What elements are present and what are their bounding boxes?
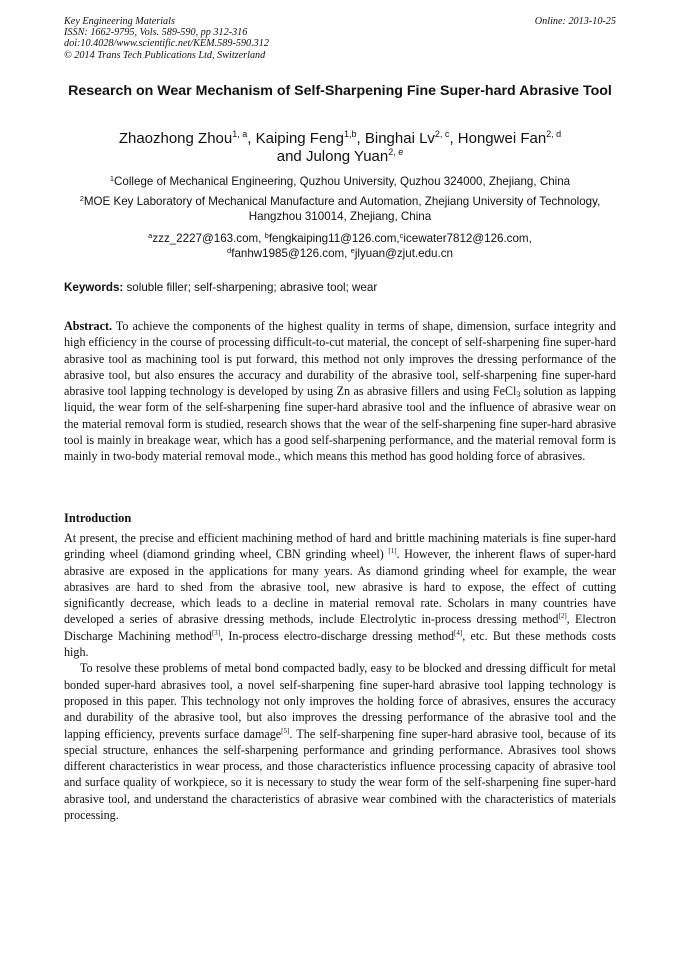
affiliation-mark: 2 <box>79 194 84 203</box>
paragraph-text: To resolve these problems of metal bond compacted badly, easy to be blocked and dressing difficult for metal bonded super-hard abrasives tool, a novel self-sharpening fine super-hard abrasive tool lapping technology is proposed in this paper. This technology not only improves the holding force of abrasives, ensures the accuracy and durability of the abrasive tool, but also improves the dressing performance of the abrasive tool and the lapping efficiency, prevents surface damage <box>64 661 616 741</box>
email-link[interactable]: jlyuan@zjut.edu.cn <box>354 247 453 260</box>
paper-title: Research on Wear Mechanism of Self-Sharpening Fine Super-hard Abrasive Tool <box>68 83 612 99</box>
paragraph <box>64 660 616 823</box>
paragraph-text: . However, the inherent flaws of super-hard abrasive are exposed in the applications for many years. As diamond grinding wheel for example, the wear abrasives are hard to shed from the abrasive tool, new abrasive is hard to expose, the effect of cutting significantly decrease, which leads to a decline in material removal rate. Scholars in many countries have developed a series of abrasive dressing methods, include Electrolytic in-process dressing method <box>64 547 616 627</box>
abstract <box>64 318 616 465</box>
author-affiliation-mark: 2, d <box>546 129 562 139</box>
keywords-text: soluble filler; self-sharpening; abrasive tool; wear <box>123 281 378 294</box>
copyright-line: © 2014 Trans Tech Publications Ltd, Switzerland <box>64 49 266 61</box>
email-mark: c <box>399 231 404 240</box>
author-affiliation-mark: 1,b <box>344 129 357 139</box>
author-separator: , <box>247 130 256 147</box>
email-link[interactable]: icewater7812@126.com, <box>403 232 532 245</box>
citation-ref[interactable]: [3] <box>211 628 221 637</box>
paragraph-text: At present, the precise and efficient machining method of hard and brittle machining materials is fine super-hard grinding wheel (diamond grinding wheel, CBN grinding wheel) <box>64 531 616 562</box>
paragraph-text: , In-process electro-discharge dressing method <box>220 628 455 643</box>
author-emails <box>64 231 616 261</box>
email-link[interactable]: fanhw1985@126.com, <box>231 247 351 260</box>
email-link[interactable]: fengkaiping11@126.com, <box>268 232 400 245</box>
author-separator: and <box>276 148 306 165</box>
author-name: Kaiping Feng <box>255 130 344 147</box>
author-name: Zhaozhong Zhou <box>118 130 233 147</box>
author-name: Binghai Lv <box>364 130 435 147</box>
citation-ref[interactable]: [5] <box>281 726 290 735</box>
author-affiliation-mark: 2, e <box>388 147 404 157</box>
citation-ref[interactable]: [1] <box>388 547 397 556</box>
introduction-body <box>64 530 616 823</box>
journal-name: Key Engineering Materials <box>64 16 175 27</box>
online-date: Online: 2013-10-25 <box>534 16 616 27</box>
author-separator: , <box>449 130 458 147</box>
abstract-label: Abstract. <box>64 319 113 333</box>
citation-ref[interactable]: [2] <box>558 612 567 621</box>
paragraph-text: , Electron Discharge Machining method <box>64 612 616 643</box>
author-name: Hongwei Fan <box>457 130 547 147</box>
abstract-text: To achieve the components of the highest quality in terms of shape, dimension, surface integrity and high efficiency in the course of processing difficult-to-cut material, the concept of self-sharpening fine super-hard abrasive tool as machining tool is put forward, this method not only improves the dressing performance of the abrasive tool, but also ensures the accuracy and durability of the abrasive tool, self-sharpening fine super-hard abrasive tool lapping technology is developed by using Zn as abrasive fillers and using FeCl <box>64 319 616 399</box>
doi-line: doi:10.4028/www.scientific.net/KEM.589-590.312 <box>64 38 269 50</box>
author-name: Julong Yuan <box>305 148 389 165</box>
email-mark: b <box>264 231 269 240</box>
email-mark: a <box>148 231 153 240</box>
author-separator: , <box>356 130 365 147</box>
paragraph <box>64 530 616 660</box>
author-affiliation-mark: 1, a <box>232 129 248 139</box>
affiliation-text: MOE Key Laboratory of Mechanical Manufacture and Automation, Zhejiang University of Technology, Hangzhou 310014, Zhejiang, China <box>83 195 601 223</box>
author-list <box>64 130 616 166</box>
citation-ref[interactable]: [4] <box>454 628 463 637</box>
email-link[interactable]: zzz_2227@163.com, <box>152 232 265 245</box>
affiliation-text: College of Mechanical Engineering, Quzhou University, Quzhou 324000, Zhejiang, China <box>114 175 571 188</box>
affiliation-2 <box>64 194 616 224</box>
running-header <box>64 16 616 61</box>
section-heading-introduction: Introduction <box>64 511 132 525</box>
keywords-label: Keywords: <box>64 281 124 294</box>
paragraph-text: . The self-sharpening fine super-hard abrasive tool, because of its special structure, enhances the self-sharpening performance and grinding performance. Abrasives tool shows different characteristics in wear process, and those characteristics influence processing capacity of abrasive tool and surface quality of workpiece, so it is necessary to study the wear form of the self-sharpening fine super-hard abrasive tool, and understand the characteristics of abrasive wear combined with the characteristics of materials processing. <box>64 726 616 823</box>
email-mark: d <box>227 246 232 255</box>
abstract-text: solution as lapping liquid, the wear form of the self-sharpening fine super-hard abrasive tool and the influence of abrasive wear on the material removal form is studied, research shows that the wear of the self-sharpening fine super-hard abrasive tool is mainly in breakage wear, which has a good self-sharpening performance, and the material removal form is mainly in two-body material removal mode., which means this method has good holding force of abrasives. <box>64 384 616 464</box>
affiliation-1 <box>64 174 616 189</box>
affiliation-mark: 1 <box>109 174 115 183</box>
author-affiliation-mark: 2, c <box>434 129 450 139</box>
paragraph-text: , etc. But these methods costs high. <box>64 628 616 660</box>
email-mark: e <box>350 246 355 255</box>
keywords <box>64 280 616 295</box>
issn-line: ISSN: 1662-9795, Vols. 589-590, pp 312-316 <box>64 27 248 39</box>
formula-subscript: 3 <box>516 390 521 400</box>
